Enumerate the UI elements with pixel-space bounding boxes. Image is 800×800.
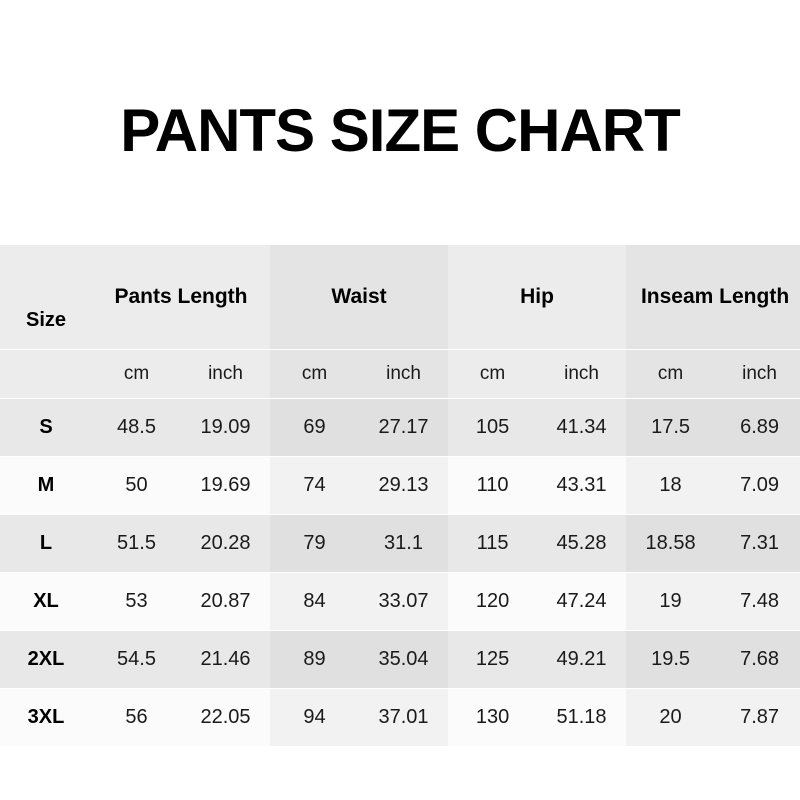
cell-pants-length-cm: 48.5 <box>92 399 181 456</box>
cell-inseam-cm: 17.5 <box>626 399 715 456</box>
cell-waist-cm: 94 <box>270 689 359 746</box>
cell-inseam-inch: 7.48 <box>715 573 800 630</box>
cell-hip-cm: 110 <box>448 457 537 514</box>
cell-inseam-inch: 7.68 <box>715 631 800 688</box>
cell-waist-inch: 31.1 <box>359 515 448 572</box>
cell-pants-length-cm: 54.5 <box>92 631 181 688</box>
cell-waist-cm: 74 <box>270 457 359 514</box>
cell-inseam-inch: 6.89 <box>715 399 800 456</box>
cell-waist-cm: 79 <box>270 515 359 572</box>
cell-inseam-inch: 7.87 <box>715 689 800 746</box>
size-chart-table <box>0 245 800 746</box>
cell-waist-cm: 84 <box>270 573 359 630</box>
table-unit-row <box>0 350 800 398</box>
row-size-label: 2XL <box>0 631 92 688</box>
cell-hip-inch: 43.31 <box>537 457 626 514</box>
cell-hip-cm: 115 <box>448 515 537 572</box>
cell-inseam-inch: 7.09 <box>715 457 800 514</box>
cell-pants-length-inch: 19.69 <box>181 457 270 514</box>
cell-waist-cm: 69 <box>270 399 359 456</box>
page-title: PANTS SIZE CHART <box>120 97 680 164</box>
cell-inseam-cm: 20 <box>626 689 715 746</box>
cell-pants-length-cm: 51.5 <box>92 515 181 572</box>
row-size-label: S <box>0 399 92 456</box>
header-size-label: Size <box>25 309 67 331</box>
cell-inseam-cm: 19 <box>626 573 715 630</box>
cell-hip-inch: 51.18 <box>537 689 626 746</box>
cell-hip-cm: 125 <box>448 631 537 688</box>
cell-hip-cm: 105 <box>448 399 537 456</box>
cell-inseam-cm: 18.58 <box>626 515 715 572</box>
row-size-label: L <box>0 515 92 572</box>
table-row <box>0 689 800 746</box>
unit-cell-waist-inch: inch <box>359 350 448 398</box>
header-size-cell <box>0 245 92 349</box>
cell-inseam-cm: 18 <box>626 457 715 514</box>
cell-pants-length-cm: 50 <box>92 457 181 514</box>
header-group-waist <box>270 245 448 349</box>
cell-pants-length-inch: 22.05 <box>181 689 270 746</box>
unit-cell-inseam-cm: cm <box>626 350 715 398</box>
header-group-hip <box>448 245 626 349</box>
unit-cell-pants-length-cm: cm <box>92 350 181 398</box>
cell-hip-inch: 45.28 <box>537 515 626 572</box>
table-row <box>0 457 800 514</box>
cell-pants-length-inch: 20.28 <box>181 515 270 572</box>
cell-waist-cm: 89 <box>270 631 359 688</box>
cell-waist-inch: 37.01 <box>359 689 448 746</box>
cell-waist-inch: 27.17 <box>359 399 448 456</box>
cell-hip-inch: 49.21 <box>537 631 626 688</box>
unit-cell-pants-length-inch: inch <box>181 350 270 398</box>
cell-inseam-inch: 7.31 <box>715 515 800 572</box>
cell-inseam-cm: 19.5 <box>626 631 715 688</box>
header-group-label: Inseam Length <box>640 285 790 308</box>
cell-waist-inch: 35.04 <box>359 631 448 688</box>
cell-waist-inch: 33.07 <box>359 573 448 630</box>
row-size-label: XL <box>0 573 92 630</box>
unit-cell-hip-cm: cm <box>448 350 537 398</box>
unit-cell-hip-inch: inch <box>537 350 626 398</box>
cell-pants-length-cm: 53 <box>92 573 181 630</box>
header-group-pants-length <box>92 245 270 349</box>
header-group-label: Hip <box>520 285 554 308</box>
table-row <box>0 573 800 630</box>
cell-hip-inch: 47.24 <box>537 573 626 630</box>
cell-pants-length-inch: 20.87 <box>181 573 270 630</box>
unit-cell-waist-cm: cm <box>270 350 359 398</box>
cell-pants-length-inch: 19.09 <box>181 399 270 456</box>
unit-row-size-spacer <box>0 350 92 398</box>
table-row <box>0 631 800 688</box>
header-group-label: Pants Length <box>114 285 248 308</box>
header-group-label: Waist <box>331 285 387 308</box>
cell-hip-cm: 130 <box>448 689 537 746</box>
table-header-group-row <box>0 245 800 349</box>
cell-pants-length-inch: 21.46 <box>181 631 270 688</box>
cell-waist-inch: 29.13 <box>359 457 448 514</box>
row-size-label: M <box>0 457 92 514</box>
cell-hip-inch: 41.34 <box>537 399 626 456</box>
cell-hip-cm: 120 <box>448 573 537 630</box>
table-row <box>0 399 800 456</box>
table-row <box>0 515 800 572</box>
row-size-label: 3XL <box>0 689 92 746</box>
cell-pants-length-cm: 56 <box>92 689 181 746</box>
unit-cell-inseam-inch: inch <box>715 350 800 398</box>
size-chart-table-container <box>0 245 800 746</box>
header-group-inseam-length <box>626 245 800 349</box>
